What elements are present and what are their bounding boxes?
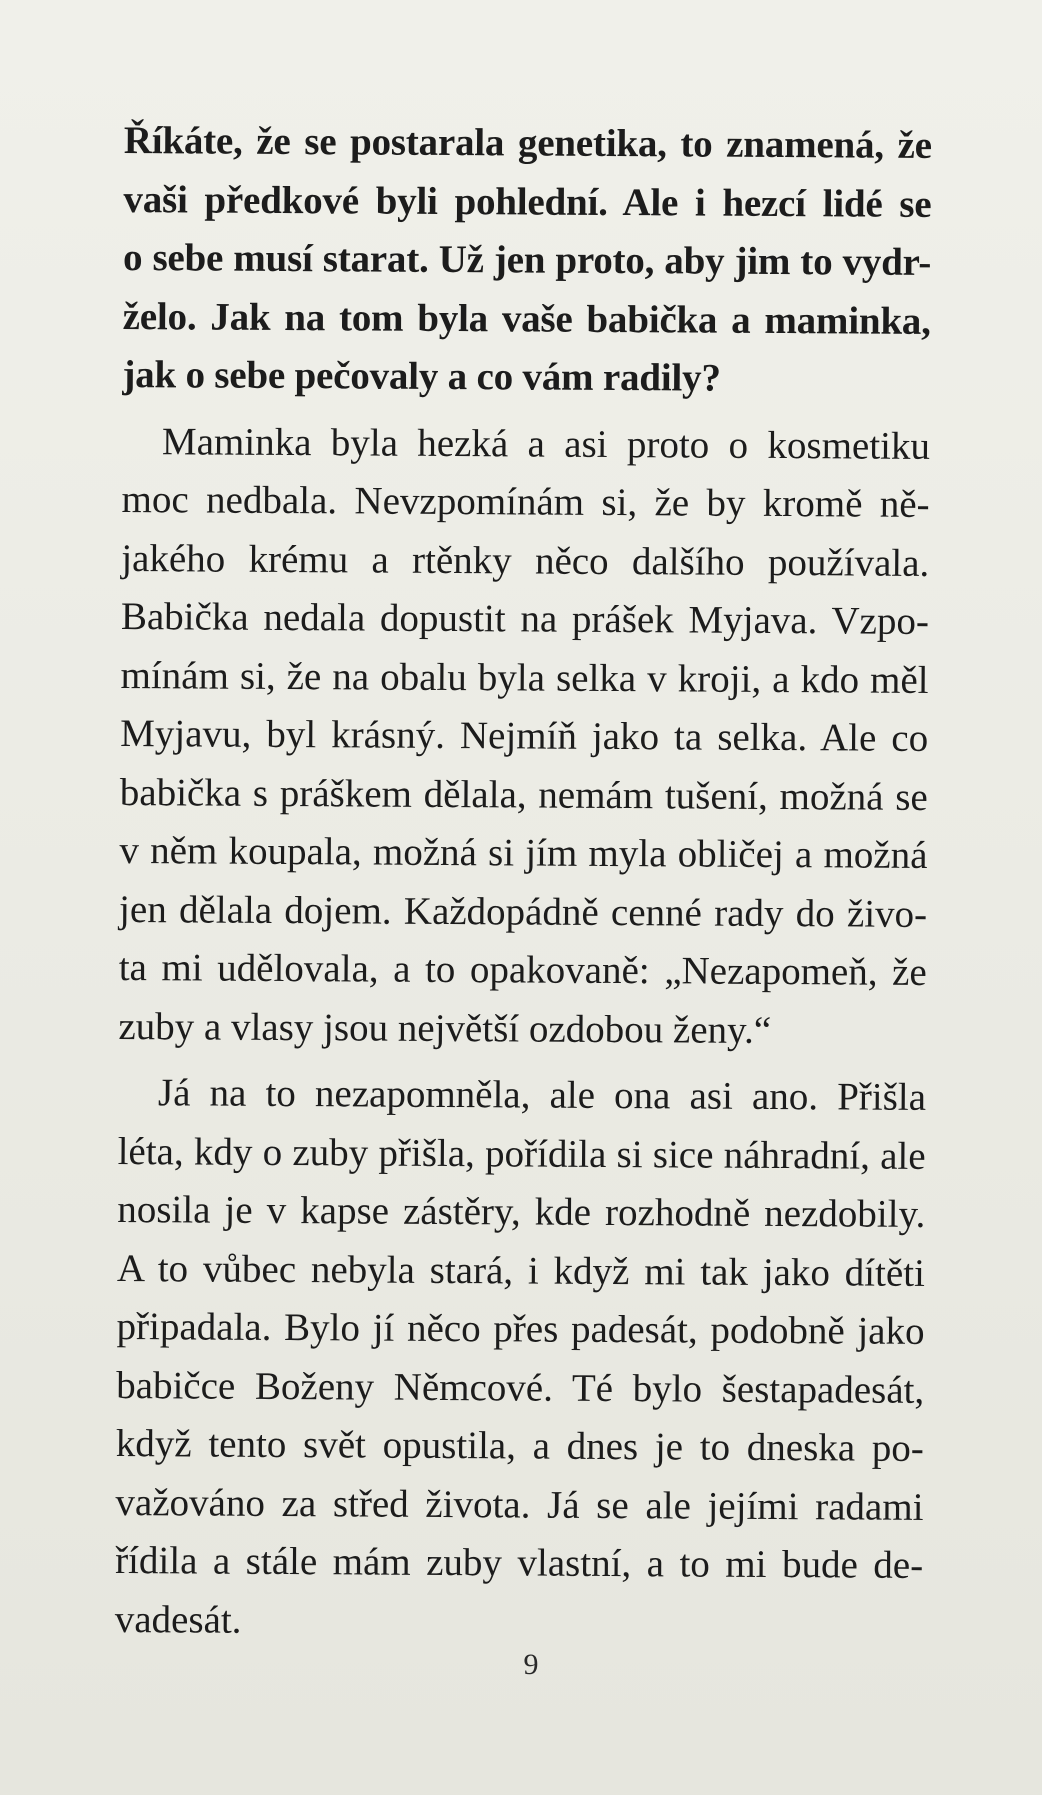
paragraph-line: Maminka byla hezká a asi proto o kosmetiku (161, 419, 931, 468)
question-line: o sebe musí starat. Už jen proto, aby jim to vydr- (122, 235, 932, 284)
page-number: 9 (523, 1648, 539, 1681)
question-line: vaši předkové byli pohlední. Ale i hezcí lidé se (123, 177, 932, 226)
question-line: Říkáte, že se postarala genetika, to znamená, že (123, 118, 932, 167)
paragraph-line: v něm koupala, možná si jím myla obličej a možná (119, 828, 928, 877)
question-line: jak o sebe pečovaly a co vám radily? (122, 352, 721, 400)
paragraph-line: Já na to nezapomněla, ale ona asi ano. Přišla (157, 1071, 927, 1119)
paragraph-line: ta mi udělovala, a to opakovaně: „Nezapomeň, že (118, 945, 927, 994)
paragraph-line: léta, kdy o zuby přišla, pořídila si sice náhradní, ale (117, 1129, 926, 1178)
question-line: želo. Jak na tom byla vaše babička a maminka, (122, 294, 931, 343)
paragraph-line: když tento svět opustila, a dnes je to dneska po- (115, 1421, 924, 1470)
paragraph-line: řídila a stále mám zuby vlastní, a to mi bude de- (115, 1538, 924, 1587)
paragraph-line: jakého krému a rtěnky něco dalšího používala. (121, 536, 930, 585)
answer-paragraph-2 (115, 1064, 927, 1654)
interview-question (122, 112, 932, 409)
paragraph-line: připadala. Bylo jí něco přes padesát, podobně jako (116, 1304, 925, 1353)
paragraph-line: Babička nedala dopustit na prášek Myjava. Vzpo- (120, 594, 930, 643)
page-text (115, 112, 932, 1654)
paragraph-line: babičce Boženy Němcové. Té bylo šestapadesát, (116, 1363, 925, 1412)
paragraph-line: babička s práškem dělala, nemám tušení, možná se (119, 770, 928, 819)
paragraph-line: vadesát. (114, 1597, 242, 1642)
paragraph-line: mínám si, že na obalu byla selka v kroji, a kdo měl (120, 653, 929, 702)
paragraph-line: nosila je v kapse zástěry, kde rozhodně nezdobily. (117, 1187, 926, 1236)
paragraph-line: jen dělala dojem. Každopádně cenné rady do živo- (119, 887, 928, 936)
answer-paragraph-1 (118, 412, 930, 1060)
paragraph-line: A to vůbec nebyla stará, i když mi tak jako dítěti (116, 1246, 926, 1295)
paragraph-line: važováno za střed života. Já se ale jejími radami (115, 1480, 924, 1529)
paragraph-line: Myjavu, byl krásný. Nejmíň jako ta selka. Ale co (120, 711, 929, 760)
paragraph-line: moc nedbala. Nevzpomínám si, že by kromě ně- (121, 477, 930, 526)
paragraph-line: zuby a vlasy jsou největší ozdobou ženy.“ (118, 1004, 772, 1052)
